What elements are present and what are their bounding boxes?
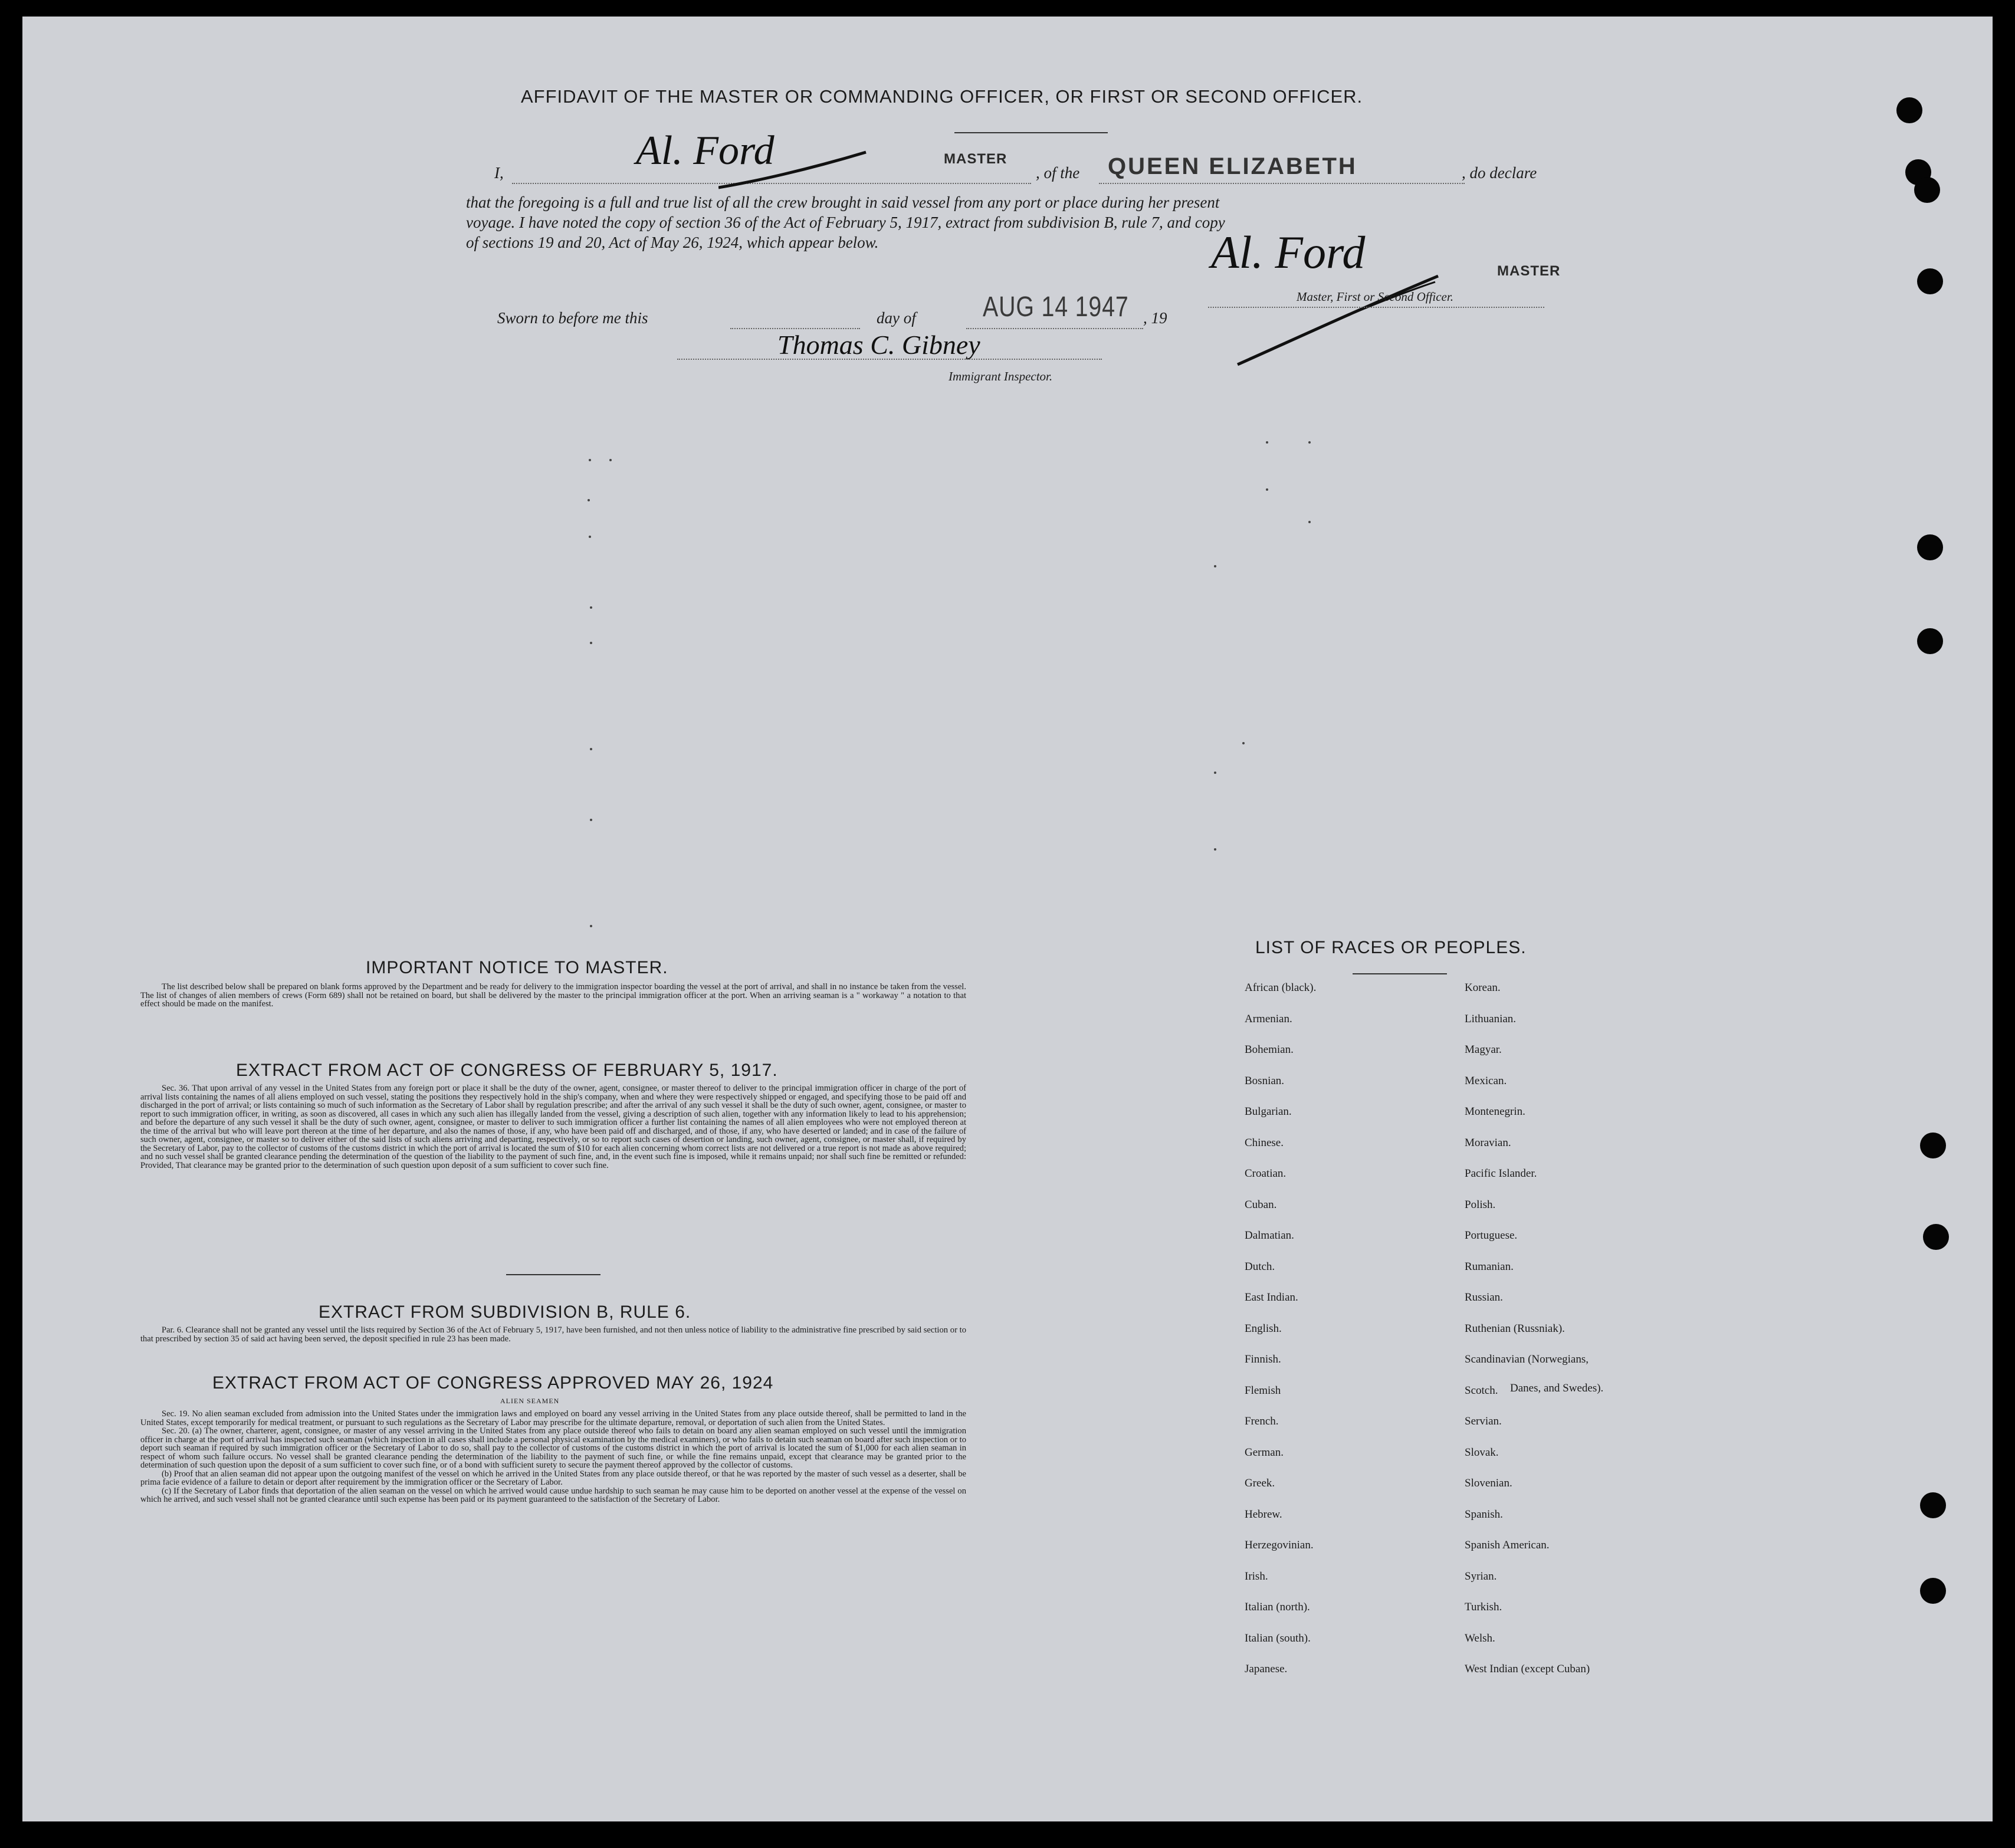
extract-1924-body xyxy=(140,1410,966,1504)
race-item: Portuguese. xyxy=(1465,1229,1518,1242)
race-item: Dutch. xyxy=(1245,1260,1275,1273)
race-item: Italian (north). xyxy=(1245,1601,1310,1613)
race-item: Bulgarian. xyxy=(1245,1105,1292,1118)
affidavit-title: AFFIDAVIT OF THE MASTER OR COMMANDING OFFICER, OR FIRST OR SECOND OFFICER. xyxy=(521,86,1363,107)
rule-6-text: Par. 6. Clearance shall not be granted any vessel until the lists required by Section 36 of the Act of February 5, 1917, have been furnished, and not then unless notice of liability to the administrative fine prescribed by said section or to that prescribed by section 35 of said act having been served, the deposit specified in rule 23 has been made. xyxy=(140,1325,966,1344)
extract-1924-heading: EXTRACT FROM ACT OF CONGRESS APPROVED MAY 26, 1924 xyxy=(212,1373,774,1393)
races-heading: LIST OF RACES OR PEOPLES. xyxy=(1255,938,1527,957)
race-item: West Indian (except Cuban) xyxy=(1465,1663,1590,1675)
affidavit-text-line-3: of sections 19 and 20, Act of May 26, 1924, which appear below. xyxy=(466,234,879,251)
race-item: Lithuanian. xyxy=(1465,1012,1517,1025)
notice-body xyxy=(140,983,966,1009)
race-item: Montenegrin. xyxy=(1465,1105,1525,1118)
race-item: Bosnian. xyxy=(1245,1074,1285,1087)
master-stamp: MASTER xyxy=(944,151,1007,167)
races-divider xyxy=(1353,973,1447,974)
race-item: Dalmatian. xyxy=(1245,1229,1294,1242)
race-item: Welsh. xyxy=(1465,1632,1495,1645)
vessel-blank xyxy=(1099,183,1465,184)
section-20a-text: Sec. 20. (a) The owner, charterer, agent, consignee, or master of any vessel arriving in the United States from any place outside thereof who fails to detain on board any alien seaman employed on such vessel until the immigration officer in charge at the port of arrival has inspected such seaman (which inspection in all cases shall include a personal physical examination by the medical examiners), or who fails to detain such seaman on board after such inspection or to deport such seaman if required by such immigration officer or the Secretary of Labor to do so, shall pay to the collector of customs of the customs district in which the port of arrival is located the sum of $1,000 for each alien seaman in respect of whom such failure occurs. No vessel shall be granted clearance pending the determination of the liability to the payment of such fine, or while the fine remains unpaid, except that clearance may be granted prior to the determination of such question upon the deposit of a sum sufficient to cover such fine, or of a bond with sufficient surety to secure the payment thereof approved by the collector of customs. xyxy=(140,1426,966,1470)
race-item: Italian (south). xyxy=(1245,1632,1311,1645)
race-item: Greek. xyxy=(1245,1477,1275,1489)
rule-6-heading: EXTRACT FROM SUBDIVISION B, RULE 6. xyxy=(319,1302,691,1322)
binder-hole xyxy=(1923,1224,1949,1250)
race-item: Bohemian. xyxy=(1245,1043,1294,1056)
race-item: East Indian. xyxy=(1245,1291,1298,1304)
race-item: Russian. xyxy=(1465,1291,1503,1304)
section-20c-text: (c) If the Secretary of Labor finds that deportation of the alien seaman on the vessel on which he arrived would cause undue hardship to such seaman he may cause him to be deported on another vessel at the expense of the vessel on which he arrived, and such vessel shall not be granted clearance until such expense has been paid or its payment guaranteed to the satisfaction of the Secretary of Labor. xyxy=(140,1486,966,1504)
binder-hole xyxy=(1920,1578,1946,1604)
race-item: Japanese. xyxy=(1245,1663,1288,1675)
title-divider xyxy=(954,132,1108,133)
race-item: Turkish. xyxy=(1465,1601,1502,1613)
races-continuation: Danes, and Swedes). xyxy=(1510,1382,1604,1394)
race-item: Scotch. xyxy=(1465,1384,1498,1397)
signature-flourish xyxy=(718,146,872,199)
notice-heading: IMPORTANT NOTICE TO MASTER. xyxy=(366,958,668,977)
race-item: Flemish xyxy=(1245,1384,1281,1397)
race-item: Spanish. xyxy=(1465,1508,1503,1521)
race-item: Hebrew. xyxy=(1245,1508,1282,1521)
binder-hole xyxy=(1917,268,1943,294)
month-blank xyxy=(966,328,1143,329)
binder-hole xyxy=(1896,97,1922,123)
race-item: Herzegovinian. xyxy=(1245,1539,1314,1551)
officer-blank xyxy=(1208,307,1544,308)
extract-divider xyxy=(506,1274,600,1275)
race-item: English. xyxy=(1245,1322,1282,1335)
affidavit-text-line-2: voyage. I have noted the copy of section 36 of the Act of February 5, 1917, extract from subdivision B, rule 7, and copy xyxy=(466,214,1225,231)
binder-hole xyxy=(1920,1133,1946,1158)
declare-label: , do declare xyxy=(1462,164,1537,182)
officer-signature-flourish xyxy=(1232,270,1444,370)
notice-paragraph: The list described below shall be prepared on blank forms approved by the Department and be ready for delivery to the immigration inspector boarding the vessel at the port of arrival, and shall in no instance be taken from the vessel. The list of changes of alien members of crews (Form 689) shall not be retained on board, but shall be delivered by the master to the principal immigration officer at the port. When an arriving seaman is a " workaway " a notation to that effect should be made on the manifest. xyxy=(140,982,966,1009)
race-item: Mexican. xyxy=(1465,1074,1507,1087)
officer-caption: Master, First or Second Officer. xyxy=(1297,290,1453,304)
day-of-label: day of xyxy=(877,309,916,327)
race-item: Armenian. xyxy=(1245,1012,1292,1025)
race-item: Ruthenian (Russniak). xyxy=(1465,1322,1565,1335)
inspector-signature: Thomas C. Gibney xyxy=(777,330,980,360)
binder-hole xyxy=(1914,177,1940,203)
race-item: Croatian. xyxy=(1245,1167,1287,1180)
document-page xyxy=(22,17,1993,1821)
race-item: Slovenian. xyxy=(1465,1477,1512,1489)
race-item: Irish. xyxy=(1245,1570,1268,1583)
year-prefix: , 19 xyxy=(1143,309,1167,327)
section-19-text: Sec. 19. No alien seaman excluded from admission into the United States under the immigration laws and employed on board any vessel arriving in the United States from any place outside thereof, shall be permitted to land in the United States, except temporarily for medical treatment, or pursuant to such regulations as the Secretary of Labor may prescribe for the ultimate departure, removal, or deportation of such alien from the United States. xyxy=(140,1409,966,1427)
section-20b-text: (b) Proof that an alien seaman did not appear upon the outgoing manifest of the vessel on which he arrived in the United States from any place outside thereof, or that he was reported by the master of such vessel as a deserter, shall be prima facie evidence of a failure to detain or deport after requirement by the immigration officer or the Secretary of Labor. xyxy=(140,1469,966,1487)
race-item: Magyar. xyxy=(1465,1043,1502,1056)
race-item: Scandinavian (Norwegians, xyxy=(1465,1353,1589,1366)
race-item: Rumanian. xyxy=(1465,1260,1514,1273)
race-item: Korean. xyxy=(1465,982,1501,994)
binder-hole xyxy=(1917,534,1943,560)
race-item: Moravian. xyxy=(1465,1136,1511,1149)
race-item: Spanish American. xyxy=(1465,1539,1550,1551)
inspector-blank xyxy=(677,359,1102,360)
race-item: Slovak. xyxy=(1465,1446,1499,1459)
race-item: Pacific Islander. xyxy=(1465,1167,1537,1180)
officer-signature: Al. Ford xyxy=(1211,227,1366,278)
race-item: Finnish. xyxy=(1245,1353,1281,1366)
of-the-label: , of the xyxy=(1036,164,1080,182)
binder-hole xyxy=(1917,628,1943,654)
race-item: French. xyxy=(1245,1415,1279,1427)
binder-hole xyxy=(1920,1492,1946,1518)
extract-1917-body xyxy=(140,1084,966,1170)
race-item: Servian. xyxy=(1465,1415,1502,1427)
affidavit-text-line-1: that the foregoing is a full and true list of all the crew brought in said vessel from any port or place during her present xyxy=(466,193,1220,211)
inspector-caption: Immigrant Inspector. xyxy=(949,369,1053,383)
race-item: Chinese. xyxy=(1245,1136,1284,1149)
master-signature: Al. Ford xyxy=(636,128,775,173)
extract-1917-heading: EXTRACT FROM ACT OF CONGRESS OF FEBRUARY 5, 1917. xyxy=(236,1061,778,1080)
sworn-label: Sworn to before me this xyxy=(497,309,648,327)
section-36-text: Sec. 36. That upon arrival of any vessel in the United States from any foreign port or place it shall be the duty of the owner, agent, consignee, or master thereof to deliver to the principal immigration officer in charge of the port of arrival lists containing the names of all aliens employed on such vessel, stating the positions they respectively hold in the ship's company, when and where they were respectively shipped or engaged, and specifying those to be paid off and discharged in the port of arrival; or lists containing so much of such information as the Secretary of Labor shall by regulation prescribe; and after the arrival of any such vessel it shall be the duty of such owner, agent, consignee, or master to report to such immigration officer, in writing, as soon as discovered, all cases in which any such alien has illegally landed from the vessel, giving a description of such alien, together with any information likely to lead to his apprehension; and before the departure of any such vessel it shall be the duty of such owner, agent, consignee, or master to deliver to such immigration officer a further list containing the names of all alien employees who were not employed thereon at the time of the arrival but who will leave port thereon at the time of her departure, and also the names of those, if any, who have been paid off and discharged, and of those, if any, who have deserted or landed; and in case of the failure of such owner, agent, consignee, or master so to deliver either of the said lists of such aliens arriving and departing, respectively, or so to report such cases of desertion or landing, such owner, agent, consignee, or master shall, if required by the Secretary of Labor, pay to the collector of customs of the customs district in which the port of arrival is located the sum of $10 for each alien concerning whom correct lists are not delivered or a true report is not made as above required; and no such vessel shall be granted clearance pending the determination of the question of the liability to the payment of such fine, and, in the event such fine is imposed, while it remains unpaid; nor shall such fine be remitted or refunded: Provided, That clearance may be granted prior to the determination of such question upon deposit of a sum sufficient to cover such fine. xyxy=(140,1084,966,1170)
race-item: Polish. xyxy=(1465,1198,1496,1211)
officer-master-stamp: MASTER xyxy=(1497,263,1561,279)
vessel-name: QUEEN ELIZABETH xyxy=(1108,153,1357,179)
race-item: Syrian. xyxy=(1465,1570,1497,1583)
date-stamp: AUG 14 1947 xyxy=(983,291,1129,323)
declarant-label: I, xyxy=(494,164,504,182)
race-item: Cuban. xyxy=(1245,1198,1277,1211)
alien-seamen-subheading: ALIEN SEAMEN xyxy=(500,1397,560,1405)
race-item: German. xyxy=(1245,1446,1284,1459)
rule-6-body xyxy=(140,1326,966,1343)
race-item: African (black). xyxy=(1245,982,1317,994)
